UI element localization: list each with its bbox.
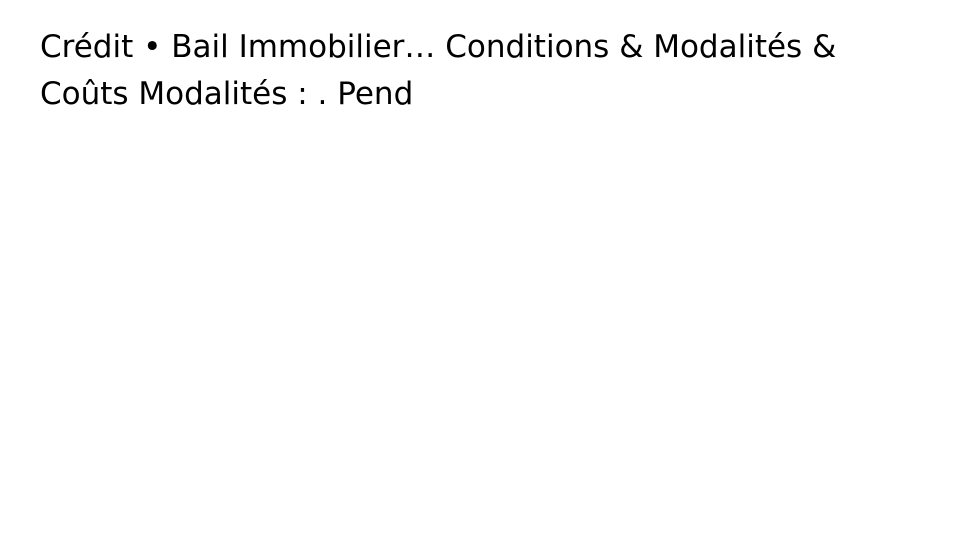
slide-title: Crédit • Bail Immobilier… Conditions & Modalités & Coûts Modalités : . Pend — [40, 29, 837, 112]
